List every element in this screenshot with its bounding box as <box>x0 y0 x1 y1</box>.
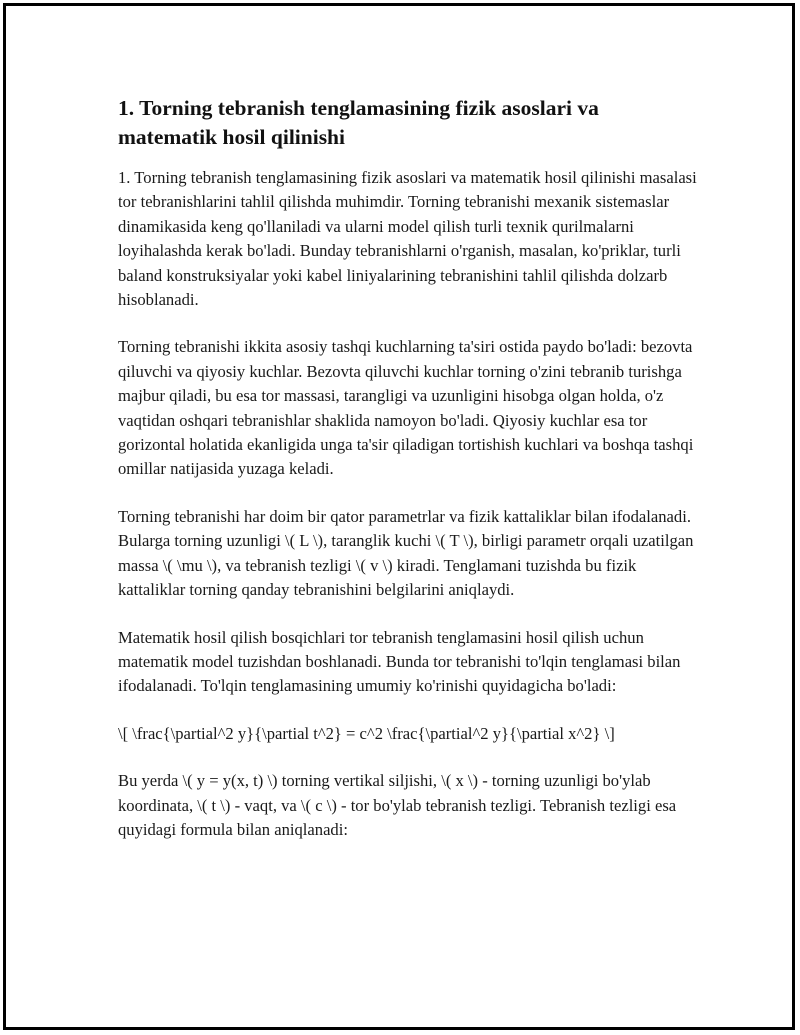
wave-equation-formula: \[ \frac{\partial^2 y}{\partial t^2} = c^2 \frac{\partial^2 y}{\partial x^2} \] <box>118 723 615 743</box>
paragraph-intro: 1. Torning tebranish tenglamasining fizik asoslari va matematik hosil qilinishi masalasi tor tebranishlarini tahlil qilishda muhimdir. Torning tebranishi mexanik sistemaslar dinamikasida keng qo'llaniladi va ularni model qilish turli texnik qurilmalarni loyihalashda kerak bo'ladi. Bunday tebranishlarni o'rganish, masalan, ko'priklar, turli baland konstruksiyalar yoki kabel liniyalarining tebranishini tahlil qilishda dolzarb hisoblanadi. <box>118 168 697 310</box>
document-body <box>118 94 698 865</box>
section-heading: 1. Torning tebranish tenglamasining fizik asoslari va matematik hosil qilinishi <box>118 96 599 149</box>
paragraph-variables: Bu yerda \( y = y(x, t) \) torning vertikal siljishi, \( x \) - torning uzunligi bo'ylab koordinata, \( t \) - vaqt, va \( c \) - tor bo'ylab tebranish tezligi. Tebranish tezligi esa quyidagi formula bilan aniqlanadi: <box>118 771 677 839</box>
paragraph-parameters: Torning tebranishi har doim bir qator parametrlar va fizik kattaliklar bilan ifodalanadi. Bularga torning uzunligi \( L \), taranglik kuchi \( T \), birligi parametr orqali uzatilgan massa \( \mu \), va tebranish tezligi \( v \) kiradi. Tenglamani tuzishda bu fizik kattaliklar torning qanday tebranishini belgilarini aniqlaydi. <box>118 506 694 600</box>
paragraph-forces: Torning tebranishi ikkita asosiy tashqi kuchlarning ta'siri ostida paydo bo'ladi: bezovta qiluvchi va qiyosiy kuchlar. Bezovta qiluvchi kuchlar torning o'zini tebranib turishga majbur qiladi, bu esa tor massasi, tarangligi va uzunligini hisobga olgan holda, o'z vaqtidan oshqari tebranishlar shaklida namoyon bo'ladi. Qiyosiy kuchlar esa tor gorizontal holatida ekanligida unga ta'sir qiladigan tortishish kuchlari va boshqa tashqi omillar natijasida yuzaga keladi. <box>118 337 694 479</box>
paragraph-derivation: Matematik hosil qilish bosqichlari tor tebranish tenglamasini hosil qilish uchun matematik model tuzishdan boshlanadi. Bunda tor tebranishi to'lqin tenglamasi bilan ifodalanadi. To'lqin tenglamasining umumiy ko'rinishi quyidagicha bo'ladi: <box>118 627 681 696</box>
